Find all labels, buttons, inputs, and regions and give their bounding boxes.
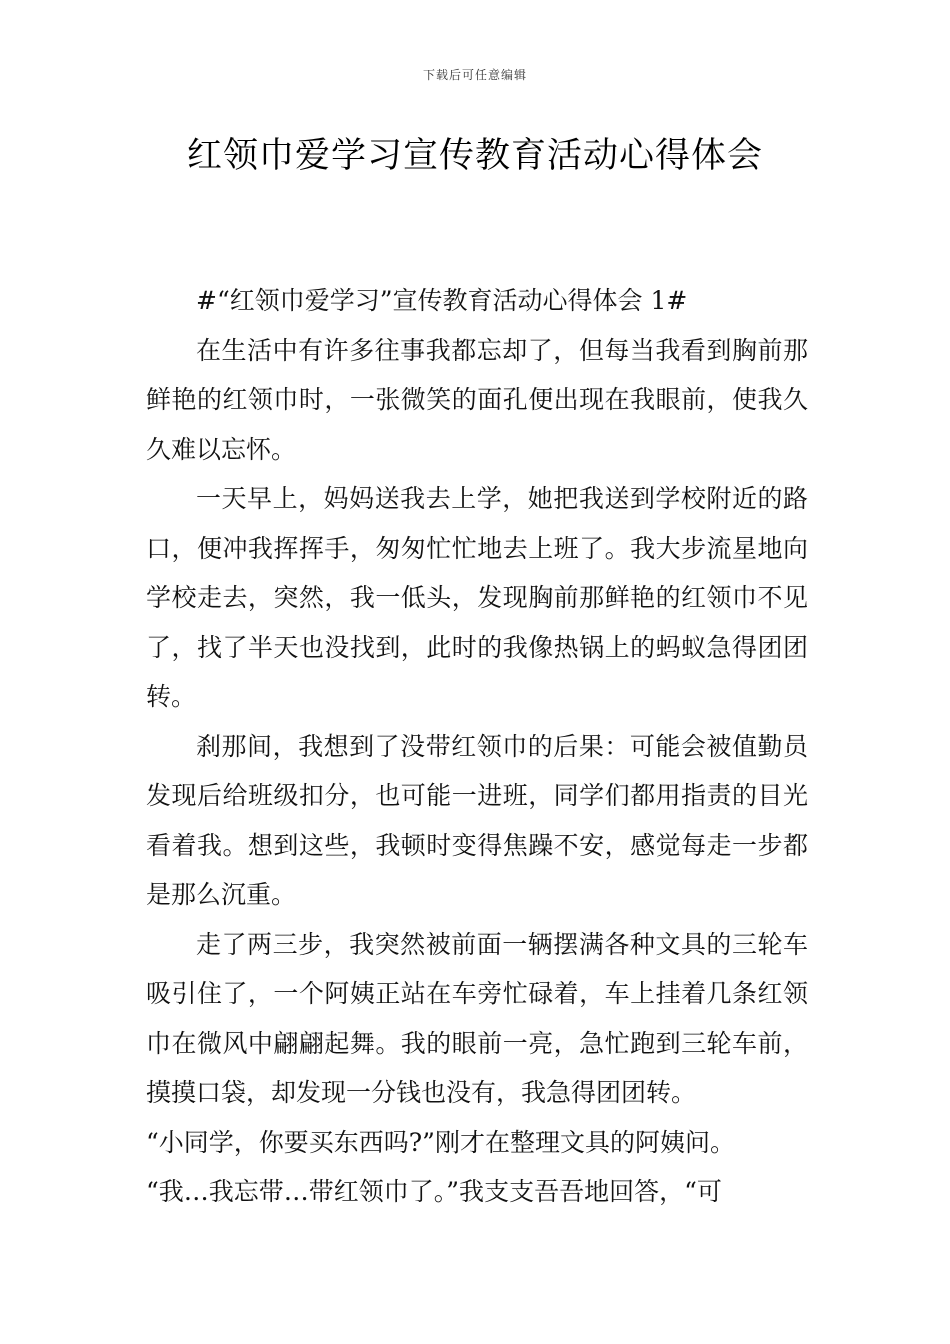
section-heading: #“红领巾爱学习”宣传教育活动心得体会 1# [196,286,688,315]
paragraph: 走了两三步，我突然被前面一辆摆满各种文具的三轮车吸引住了，一个阿姨正站在车旁忙碌着，车上挂着几条红领巾在微风中翩翩起舞。我的眼前一亮，急忙跑到三轮车前，摸摸口袋，却发现一分钱也没有，我急得团团转。 [146,929,808,1107]
dialogue-line: “我…我忘带…带红领巾了。”我支支吾吾地回答，“可 [146,1177,722,1206]
document-title: 红领巾爱学习宣传教育活动心得体会 [186,136,763,176]
paragraph: 在生活中有许多往事我都忘却了，但每当我看到胸前那鲜艳的红领巾时，一张微笑的面孔便出现在我眼前，使我久久难以忘怀。 [146,335,808,464]
dialogue-line: “小同学，你要买东西吗?”刚才在整理文具的阿姨问。 [146,1127,735,1157]
paragraph: 刹那间，我想到了没带红领巾的后果：可能会被值勤员发现后给班级扣分，也可能一进班，同学们都用指责的目光看着我。想到这些，我顿时变得焦躁不安，感觉每走一步都是那么沉重。 [146,731,808,909]
document-body [146,276,808,1217]
paragraph: 一天早上，妈妈送我去上学，她把我送到学校附近的路口，便冲我挥挥手，匆匆忙忙地去上班了。我大步流星地向学校走去，突然，我一低头，发现胸前那鲜艳的红领巾不见了，找了半天也没找到，此时的我像热锅上的蚂蚁急得团团转。 [146,484,808,711]
header-note: 下载后可任意编辑 [422,68,527,82]
